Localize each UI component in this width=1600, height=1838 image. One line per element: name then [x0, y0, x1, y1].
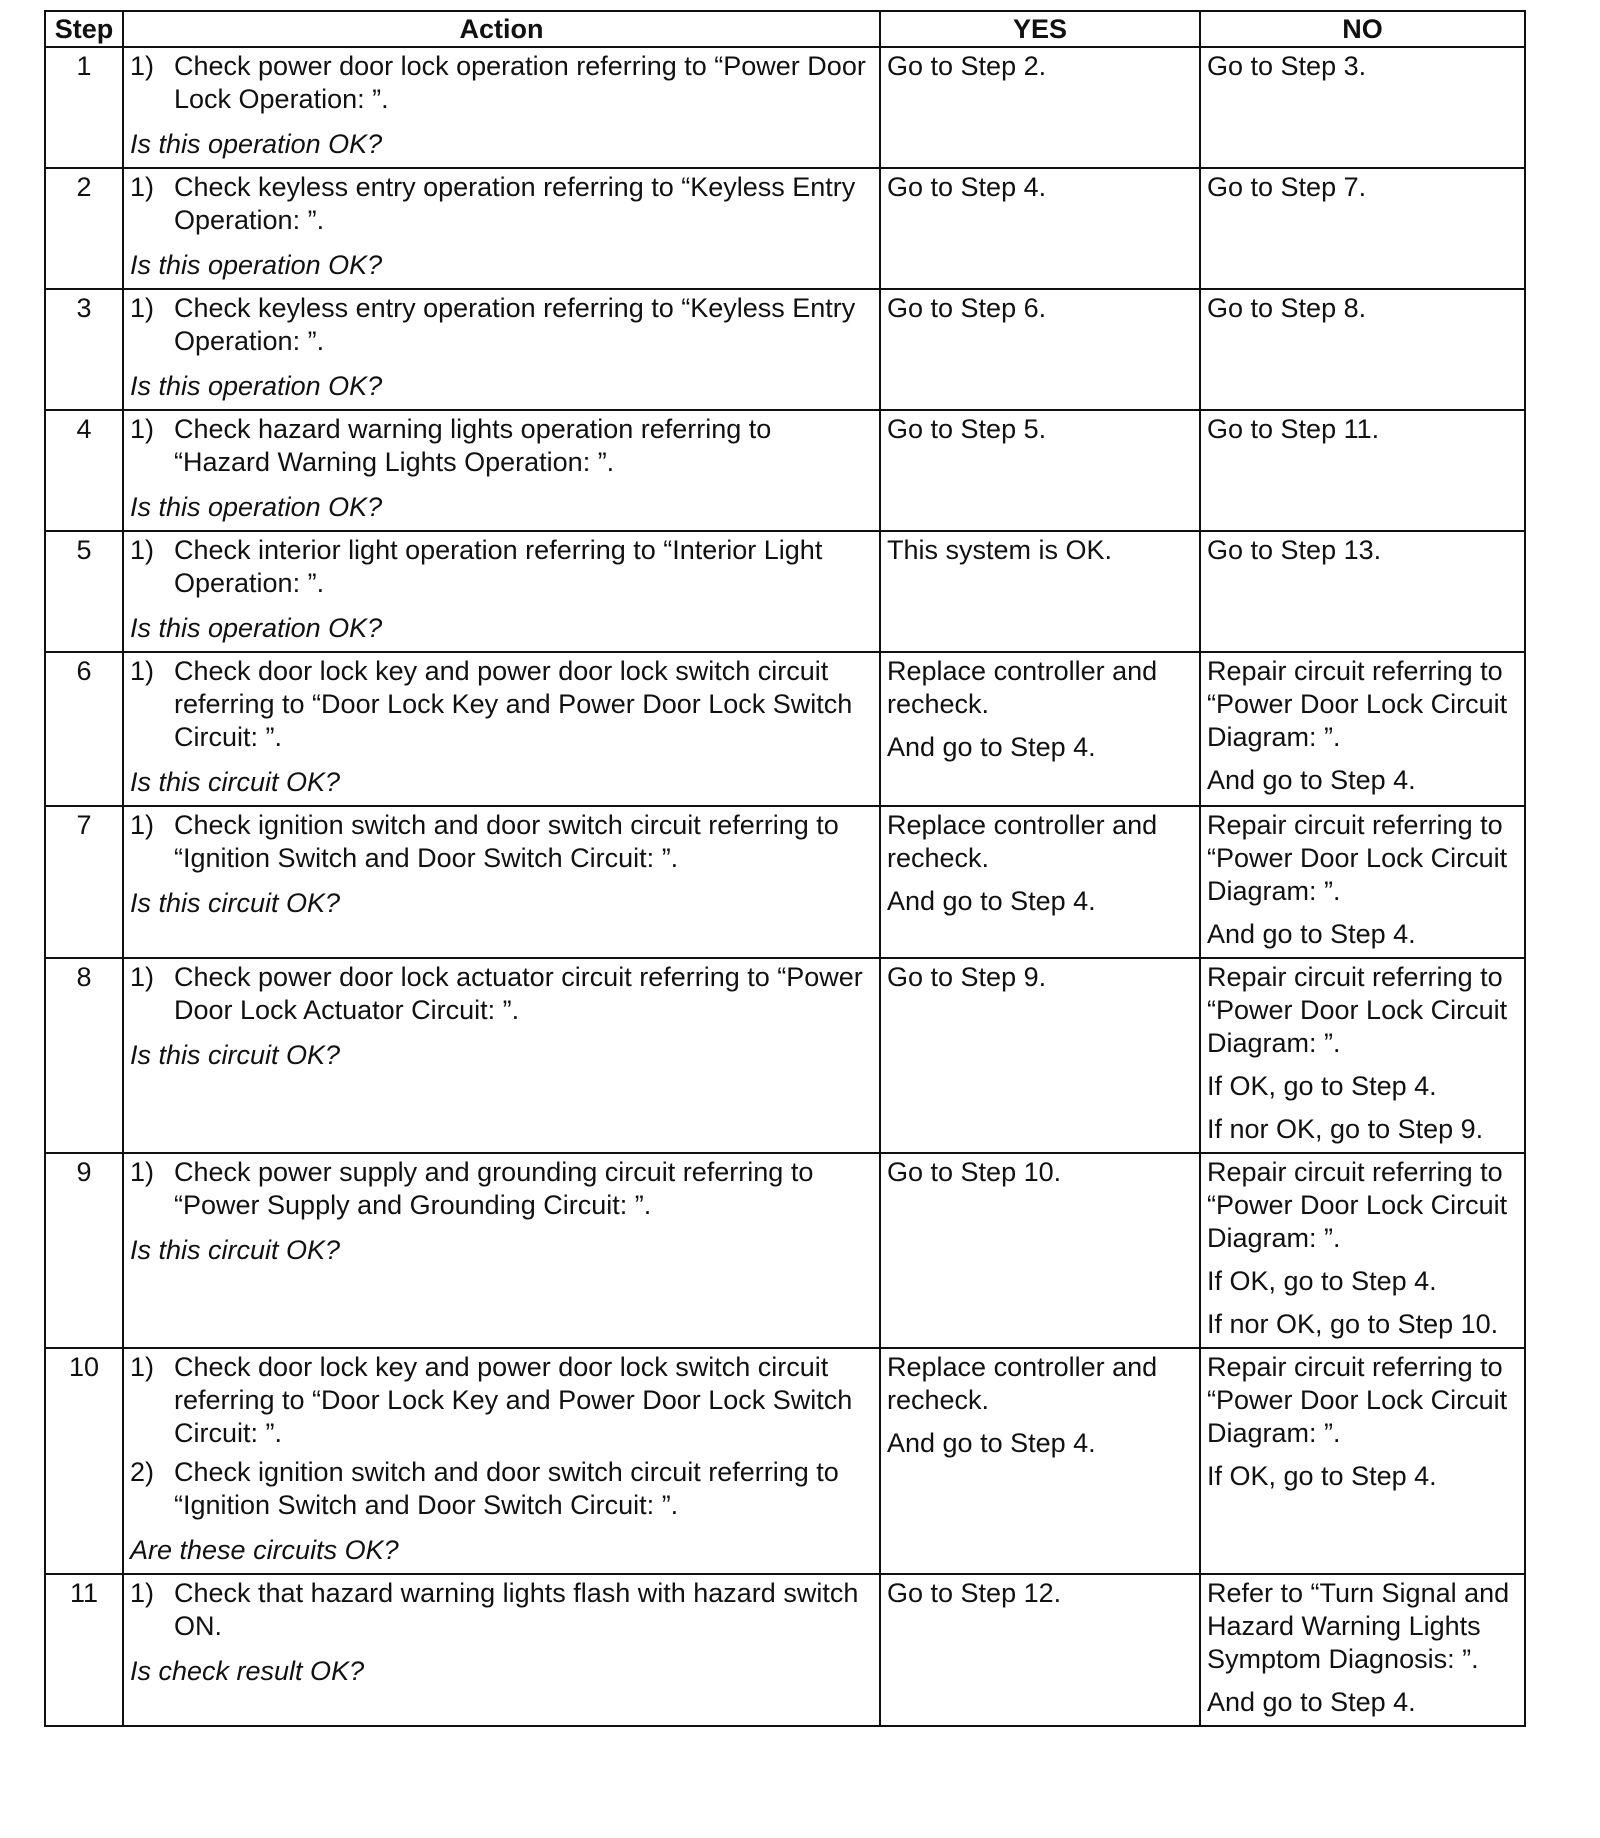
table-row	[45, 1153, 1525, 1348]
action-cell	[123, 958, 880, 1153]
table-row	[45, 289, 1525, 410]
action-item	[130, 534, 873, 600]
yes-cell	[880, 531, 1200, 652]
yes-cell	[880, 47, 1200, 168]
action-cell	[123, 1153, 880, 1348]
header-row	[45, 11, 1525, 47]
no-result-line: Go to Step 13.	[1207, 535, 1382, 565]
action-item-text: Check that hazard warning lights flash with hazard switch ON.	[174, 1578, 859, 1641]
action-item-number: 2)	[130, 1457, 155, 1487]
yes-result-line: Replace controller and recheck.	[887, 1352, 1158, 1415]
step-number: 8	[45, 958, 123, 1153]
no-result-line: Repair circuit referring to “Power Door Lock Circuit Diagram: ”.	[1207, 810, 1508, 906]
no-cell	[1200, 289, 1525, 410]
yes-result-line: Go to Step 6.	[887, 293, 1047, 323]
yes-result-line: Go to Step 9.	[887, 962, 1047, 992]
action-cell	[123, 289, 880, 410]
no-result-line: If nor OK, go to Step 9.	[1207, 1114, 1484, 1144]
yes-result-line: Go to Step 12.	[887, 1578, 1062, 1608]
step-number: 1	[45, 47, 123, 168]
no-cell	[1200, 168, 1525, 289]
yes-result-line: Go to Step 5.	[887, 414, 1047, 444]
action-item	[130, 655, 873, 754]
no-result-line: Repair circuit referring to “Power Door Lock Circuit Diagram: ”.	[1207, 1352, 1508, 1448]
no-result-line: If nor OK, go to Step 10.	[1207, 1309, 1499, 1339]
no-cell	[1200, 958, 1525, 1153]
action-cell	[123, 1348, 880, 1574]
action-item	[130, 1156, 873, 1222]
step-number: 11	[45, 1574, 123, 1726]
action-item-text: Check hazard warning lights operation referring to “Hazard Warning Lights Operation: ”.	[174, 414, 772, 477]
action-cell	[123, 1574, 880, 1726]
action-item-text: Check interior light operation referring to “Interior Light Operation: ”.	[174, 535, 823, 598]
table-row	[45, 410, 1525, 531]
no-cell	[1200, 531, 1525, 652]
action-item	[130, 1456, 873, 1522]
action-item	[130, 171, 873, 237]
no-result-line: Refer to “Turn Signal and Hazard Warning Lights Symptom Diagnosis: ”.	[1207, 1578, 1510, 1674]
no-result-line: Go to Step 3.	[1207, 51, 1367, 81]
step-number: 4	[45, 410, 123, 531]
table-row	[45, 168, 1525, 289]
action-item	[130, 292, 873, 358]
table-body	[45, 47, 1525, 1726]
action-cell	[123, 806, 880, 958]
header-action: Action	[123, 11, 880, 47]
action-item-text: Check door lock key and power door lock switch circuit referring to “Door Lock Key and Power Door Lock Switch Circuit: ”.	[174, 656, 853, 752]
action-cell	[123, 168, 880, 289]
action-item-text: Check ignition switch and door switch circuit referring to “Ignition Switch and Door Switch Circuit: ”.	[174, 1457, 839, 1520]
yes-result-line: Go to Step 10.	[887, 1157, 1062, 1187]
no-result-line: Go to Step 11.	[1207, 414, 1380, 444]
no-result-line: Repair circuit referring to “Power Door Lock Circuit Diagram: ”.	[1207, 962, 1508, 1058]
yes-result-line: And go to Step 4.	[887, 732, 1096, 762]
yes-result-line: Go to Step 4.	[887, 172, 1047, 202]
yes-result-line: Replace controller and recheck.	[887, 656, 1158, 719]
action-item-number: 1)	[130, 535, 155, 565]
action-cell	[123, 410, 880, 531]
step-number: 5	[45, 531, 123, 652]
action-item-number: 1)	[130, 414, 155, 444]
no-cell	[1200, 1153, 1525, 1348]
action-question: Is this circuit OK?	[130, 767, 341, 797]
no-cell	[1200, 410, 1525, 531]
no-result-line: If OK, go to Step 4.	[1207, 1071, 1437, 1101]
step-number: 6	[45, 652, 123, 806]
step-number: 9	[45, 1153, 123, 1348]
action-question: Is this circuit OK?	[130, 1235, 341, 1265]
yes-result-line: Replace controller and recheck.	[887, 810, 1158, 873]
action-item-text: Check door lock key and power door lock switch circuit referring to “Door Lock Key and Power Door Lock Switch Circuit: ”.	[174, 1352, 853, 1448]
action-question: Is this circuit OK?	[130, 888, 341, 918]
action-question: Is this operation OK?	[130, 250, 383, 280]
action-question: Is this operation OK?	[130, 129, 383, 159]
no-result-line: And go to Step 4.	[1207, 765, 1416, 795]
action-item-number: 1)	[130, 51, 155, 81]
action-question: Is check result OK?	[130, 1656, 365, 1686]
yes-cell	[880, 289, 1200, 410]
action-cell	[123, 531, 880, 652]
yes-cell	[880, 168, 1200, 289]
action-item-text: Check power supply and grounding circuit referring to “Power Supply and Grounding Circuit: ”.	[174, 1157, 814, 1220]
yes-cell	[880, 958, 1200, 1153]
action-question: Is this operation OK?	[130, 492, 383, 522]
action-item-number: 1)	[130, 172, 155, 202]
no-cell	[1200, 652, 1525, 806]
action-item-number: 1)	[130, 1352, 155, 1382]
yes-cell	[880, 1574, 1200, 1726]
action-item-text: Check power door lock actuator circuit referring to “Power Door Lock Actuator Circuit: ”.	[174, 962, 863, 1025]
yes-result-line: And go to Step 4.	[887, 1428, 1096, 1458]
action-item-text: Check keyless entry operation referring to “Keyless Entry Operation: ”.	[174, 293, 856, 356]
action-item-number: 1)	[130, 656, 155, 686]
header-step: Step	[45, 11, 123, 47]
action-question: Is this operation OK?	[130, 613, 383, 643]
action-item-text: Check keyless entry operation referring to “Keyless Entry Operation: ”.	[174, 172, 856, 235]
no-result-line: And go to Step 4.	[1207, 1687, 1416, 1717]
yes-cell	[880, 1348, 1200, 1574]
table-row	[45, 47, 1525, 168]
action-item-text: Check power door lock operation referring to “Power Door Lock Operation: ”.	[174, 51, 866, 114]
step-number: 2	[45, 168, 123, 289]
no-result-line: Go to Step 8.	[1207, 293, 1367, 323]
action-item	[130, 1351, 873, 1450]
header-yes: YES	[880, 11, 1200, 47]
no-result-line: If OK, go to Step 4.	[1207, 1461, 1437, 1491]
action-question: Are these circuits OK?	[130, 1535, 399, 1565]
no-cell	[1200, 1574, 1525, 1726]
step-number: 10	[45, 1348, 123, 1574]
step-number: 7	[45, 806, 123, 958]
table-row	[45, 958, 1525, 1153]
no-cell	[1200, 47, 1525, 168]
no-result-line: If OK, go to Step 4.	[1207, 1266, 1437, 1296]
yes-cell	[880, 410, 1200, 531]
yes-result-line: Go to Step 2.	[887, 51, 1047, 81]
action-item	[130, 809, 873, 875]
no-result-line: Go to Step 7.	[1207, 172, 1367, 202]
table-row	[45, 806, 1525, 958]
action-question: Is this circuit OK?	[130, 1040, 341, 1070]
no-result-line: And go to Step 4.	[1207, 919, 1416, 949]
header-no: NO	[1200, 11, 1525, 47]
diagnosis-table	[44, 10, 1526, 1727]
action-item-number: 1)	[130, 293, 155, 323]
action-item	[130, 1577, 873, 1643]
action-item-number: 1)	[130, 1157, 155, 1187]
table-row	[45, 1348, 1525, 1574]
action-item-text: Check ignition switch and door switch circuit referring to “Ignition Switch and Door Switch Circuit: ”.	[174, 810, 839, 873]
action-cell	[123, 47, 880, 168]
action-item-number: 1)	[130, 1578, 155, 1608]
action-item	[130, 413, 873, 479]
action-cell	[123, 652, 880, 806]
action-item-number: 1)	[130, 810, 155, 840]
action-question: Is this operation OK?	[130, 371, 383, 401]
table-row	[45, 1574, 1525, 1726]
action-item-number: 1)	[130, 962, 155, 992]
no-result-line: Repair circuit referring to “Power Door Lock Circuit Diagram: ”.	[1207, 1157, 1508, 1253]
step-number: 3	[45, 289, 123, 410]
action-item	[130, 50, 873, 116]
yes-result-line: And go to Step 4.	[887, 886, 1096, 916]
yes-result-line: This system is OK.	[887, 535, 1113, 565]
table-row	[45, 652, 1525, 806]
yes-cell	[880, 1153, 1200, 1348]
yes-cell	[880, 652, 1200, 806]
no-cell	[1200, 1348, 1525, 1574]
no-result-line: Repair circuit referring to “Power Door Lock Circuit Diagram: ”.	[1207, 656, 1508, 752]
action-item	[130, 961, 873, 1027]
no-cell	[1200, 806, 1525, 958]
table-row	[45, 531, 1525, 652]
yes-cell	[880, 806, 1200, 958]
